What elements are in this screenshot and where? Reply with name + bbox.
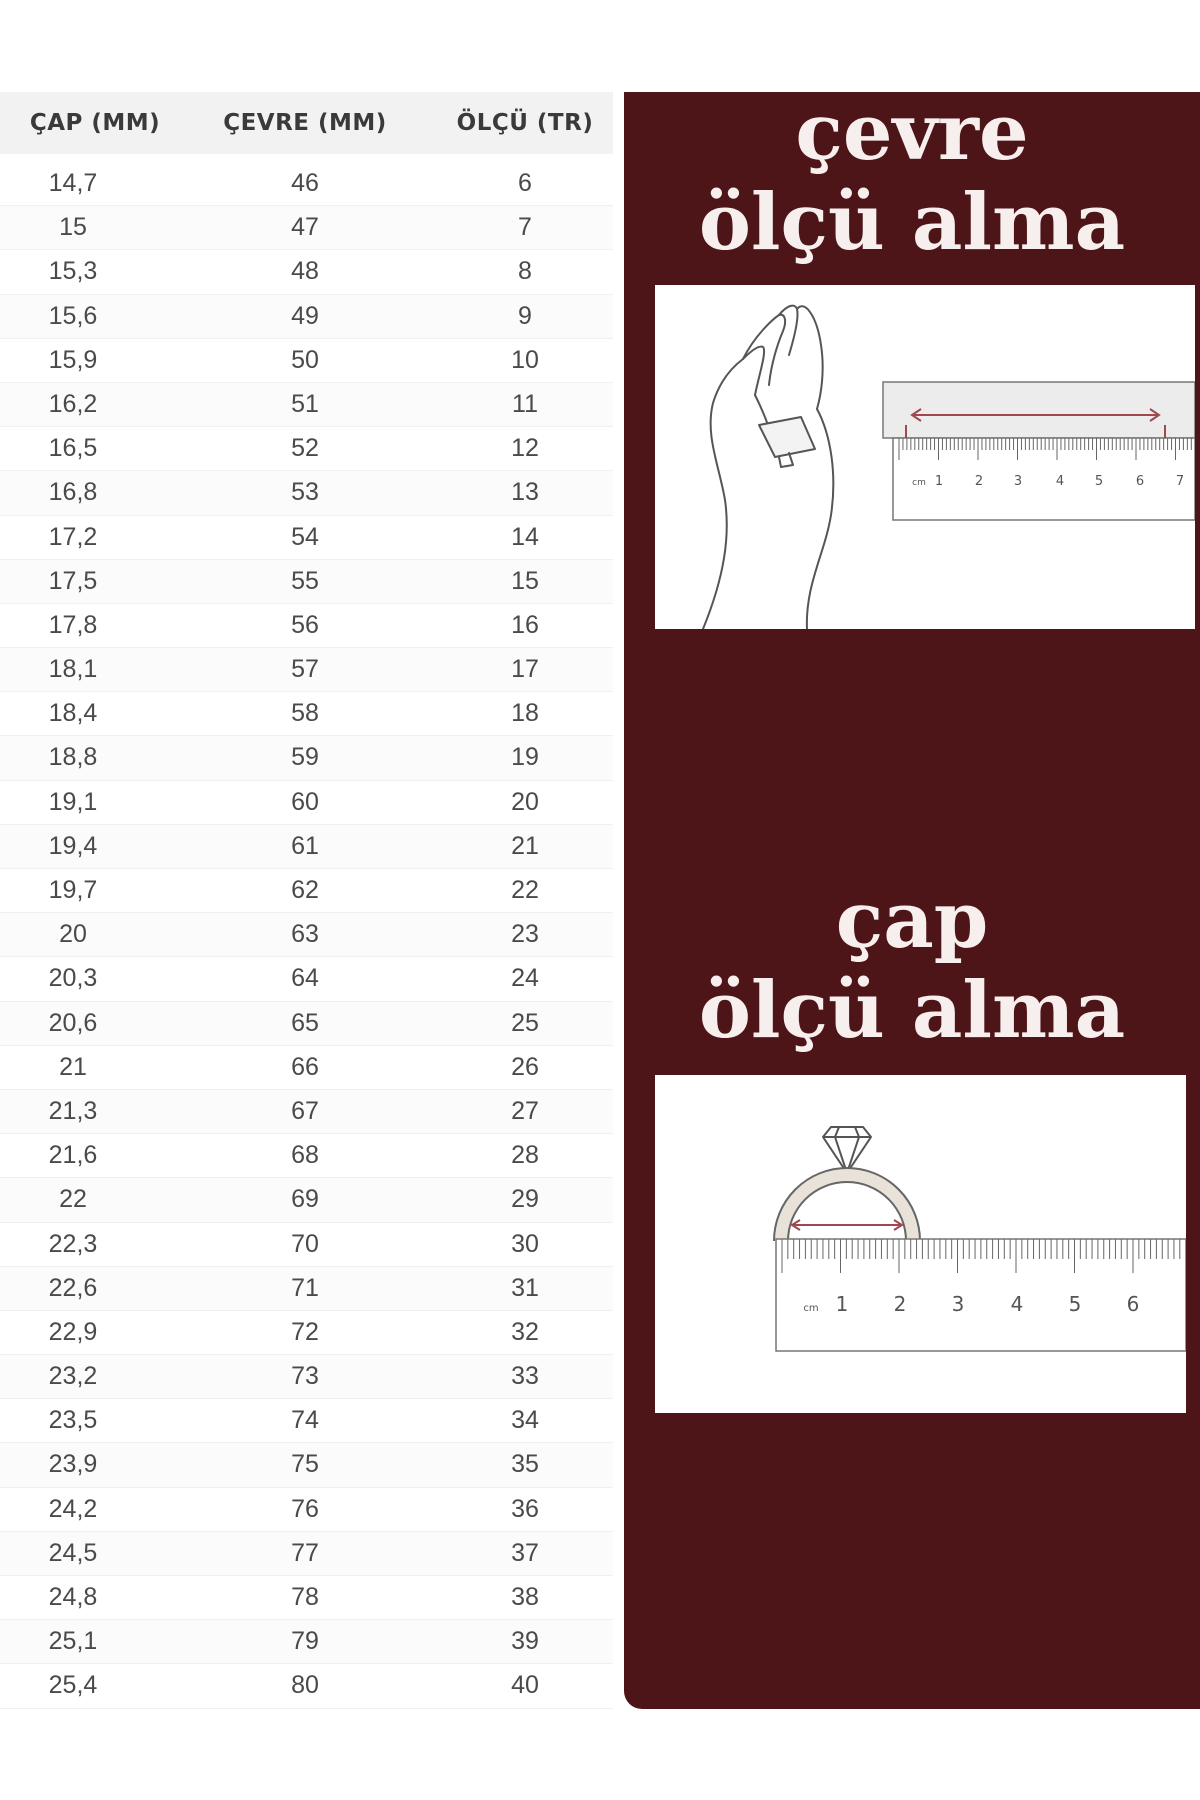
cell-diameter: 15,3: [48, 257, 98, 286]
cell-size: 8: [518, 257, 532, 286]
cell-circumference: 52: [291, 434, 319, 463]
cell-size: 17: [511, 655, 539, 684]
cell-size: 20: [511, 787, 539, 816]
cell-diameter: 24,5: [48, 1538, 98, 1567]
cell-diameter: 16,8: [48, 478, 98, 507]
cell-size: 31: [511, 1273, 539, 1302]
cell-diameter: 19,7: [48, 876, 98, 904]
cell-size: 23: [511, 920, 539, 949]
cell-diameter: 23,2: [48, 1362, 98, 1391]
table-row: [0, 471, 613, 515]
cell-size: 21: [511, 831, 539, 860]
table-row: [0, 250, 613, 294]
cell-circumference: 73: [291, 1362, 319, 1391]
cell-size: 10: [511, 345, 539, 374]
cell-circumference: 79: [291, 1627, 319, 1656]
cell-size: 35: [511, 1450, 539, 1479]
table-row: [0, 1223, 613, 1267]
cell-size: 14: [511, 522, 539, 551]
table-row: [0, 1090, 613, 1134]
table-row: [0, 162, 613, 206]
cell-diameter: 18,4: [48, 699, 98, 728]
cell-diameter: 21,3: [48, 1096, 98, 1125]
cell-diameter: 22,6: [48, 1273, 98, 1302]
diameter-heading-line1: çap: [835, 875, 989, 966]
cell-size: 18: [511, 699, 539, 728]
hand-measure-illustration: [655, 285, 1195, 629]
cell-circumference: 60: [291, 787, 319, 816]
cell-size: 36: [511, 1494, 539, 1523]
cell-circumference: 66: [291, 1052, 319, 1081]
cell-diameter: 24,8: [48, 1583, 98, 1611]
cell-circumference: 59: [291, 743, 319, 772]
table-row: [0, 1002, 613, 1046]
cell-size: 19: [511, 743, 539, 772]
table-row: [0, 957, 613, 1001]
ring-ruler-tick-1: 1: [835, 1292, 849, 1316]
cell-circumference: 61: [291, 831, 319, 860]
cell-circumference: 46: [291, 169, 319, 197]
table-row: [0, 1178, 613, 1222]
cell-diameter: 23,5: [48, 1406, 98, 1435]
table-row: [0, 560, 613, 604]
measuring-guide-panel: [624, 87, 1200, 1709]
cell-circumference: 74: [291, 1406, 319, 1435]
ring-ruler-tick-6: 6: [1126, 1292, 1140, 1316]
hand-ruler-tick-4: 4: [1055, 474, 1065, 489]
cell-size: 28: [511, 1141, 539, 1170]
cell-circumference: 68: [291, 1141, 319, 1170]
table-row: [0, 1311, 613, 1355]
circumference-heading: [624, 87, 1200, 268]
cell-circumference: 62: [291, 876, 319, 904]
header-diameter: ÇAP (MM): [29, 110, 161, 136]
diameter-heading: [624, 875, 1200, 1056]
cell-circumference: 49: [291, 301, 319, 330]
hand-ruler-tick-6: 6: [1135, 474, 1145, 489]
cell-size: 11: [512, 389, 538, 418]
hand-ruler-unit: cm: [912, 478, 926, 488]
cell-diameter: 20: [59, 920, 87, 949]
cell-size: 40: [511, 1671, 539, 1700]
ring-ruler-tick-2: 2: [893, 1292, 907, 1316]
cell-circumference: 64: [291, 964, 319, 993]
table-row: [0, 1443, 613, 1487]
cell-size: 27: [511, 1096, 539, 1125]
cell-circumference: 76: [291, 1494, 319, 1523]
table-row: [0, 1267, 613, 1311]
circumference-heading-line2: ölçü alma: [698, 177, 1126, 268]
ring-ruler-unit: cm: [803, 1303, 819, 1314]
cell-circumference: 70: [291, 1229, 319, 1258]
circumference-heading-line1: çevre: [795, 87, 1029, 178]
table-row: [0, 825, 613, 869]
ring-ruler-tick-4: 4: [1010, 1292, 1024, 1316]
ring-ruler-tick-5: 5: [1068, 1292, 1082, 1316]
hand-ruler-tick-7: 7: [1175, 474, 1185, 489]
cell-diameter: 19,1: [48, 787, 98, 816]
cell-size: 32: [511, 1317, 539, 1346]
cell-size: 29: [511, 1185, 539, 1214]
hand-ruler-tick-2: 2: [974, 474, 984, 489]
cell-circumference: 53: [291, 478, 319, 507]
table-row: [0, 1355, 613, 1399]
table-row: [0, 427, 613, 471]
table-row: [0, 692, 613, 736]
cell-size: 38: [511, 1583, 539, 1611]
cell-circumference: 75: [291, 1450, 319, 1479]
cell-diameter: 21: [59, 1052, 87, 1081]
table-row: [0, 383, 613, 427]
table-header: [0, 92, 613, 154]
table-row: [0, 1532, 613, 1576]
cell-diameter: 19,4: [48, 831, 98, 860]
header-circumference: ÇEVRE (MM): [223, 110, 387, 136]
header-size: ÖLÇÜ (TR): [456, 110, 594, 136]
cell-diameter: 18,1: [48, 655, 98, 684]
cell-circumference: 54: [291, 522, 319, 551]
table-row: [0, 1576, 613, 1620]
cell-size: 12: [511, 434, 539, 463]
hand-ruler-tick-1: 1: [934, 474, 944, 489]
cell-diameter: 22: [59, 1185, 87, 1214]
cell-diameter: 24,2: [48, 1494, 98, 1523]
cell-circumference: 50: [291, 345, 319, 374]
cell-circumference: 80: [291, 1671, 319, 1700]
cell-diameter: 25,1: [48, 1627, 98, 1656]
cell-size: 25: [511, 1008, 539, 1037]
cell-diameter: 20,6: [48, 1008, 98, 1037]
hand-ruler-tick-5: 5: [1094, 474, 1104, 489]
table-body: [0, 162, 613, 1709]
cell-diameter: 15,9: [48, 345, 98, 374]
table-row: [0, 516, 613, 560]
cell-size: 16: [511, 610, 539, 639]
cell-size: 39: [511, 1627, 539, 1656]
hand-ring-measure-icon: [655, 285, 1195, 629]
cell-size: 24: [511, 964, 539, 993]
table-row: [0, 736, 613, 780]
cell-circumference: 47: [291, 213, 319, 242]
cell-circumference: 72: [291, 1317, 319, 1346]
cell-size: 30: [511, 1229, 539, 1258]
cell-circumference: 55: [291, 566, 319, 595]
ring-size-table: [0, 92, 613, 1710]
cell-diameter: 14,7: [48, 169, 98, 197]
table-row: [0, 604, 613, 648]
table-row: [0, 781, 613, 825]
cell-diameter: 15: [59, 213, 87, 242]
cell-diameter: 18,8: [48, 743, 98, 772]
table-row: [0, 1620, 613, 1664]
table-row: [0, 1046, 613, 1090]
table-row: [0, 648, 613, 692]
ring-ruler-tick-3: 3: [951, 1292, 965, 1316]
cell-size: 13: [511, 478, 539, 507]
cell-size: 9: [518, 301, 532, 330]
cell-circumference: 63: [291, 920, 319, 949]
cell-size: 26: [511, 1052, 539, 1081]
cell-circumference: 78: [291, 1583, 319, 1611]
cell-circumference: 65: [291, 1008, 319, 1037]
cell-diameter: 21,6: [48, 1141, 98, 1170]
cell-diameter: 22,3: [48, 1229, 98, 1258]
cell-circumference: 69: [291, 1185, 319, 1214]
cell-diameter: 17,8: [48, 610, 98, 639]
table-row: [0, 1399, 613, 1443]
table-row: [0, 206, 613, 250]
table-row: [0, 339, 613, 383]
cell-size: 7: [518, 213, 532, 242]
cell-circumference: 71: [291, 1273, 319, 1302]
cell-diameter: 17,5: [48, 566, 98, 595]
cell-circumference: 67: [291, 1096, 319, 1125]
cell-circumference: 51: [291, 389, 319, 418]
table-row: [0, 1664, 613, 1708]
cell-diameter: 23,9: [48, 1450, 98, 1479]
cell-circumference: 58: [291, 699, 319, 728]
cell-circumference: 48: [291, 257, 319, 286]
cell-size: 33: [511, 1362, 539, 1391]
table-row: [0, 1488, 613, 1532]
table-row: [0, 295, 613, 339]
table-row: [0, 1134, 613, 1178]
cell-size: 22: [511, 876, 539, 904]
cell-diameter: 16,2: [48, 389, 98, 418]
cell-diameter: 25,4: [48, 1671, 98, 1700]
cell-size: 37: [511, 1538, 539, 1567]
cell-size: 34: [511, 1406, 539, 1435]
diamond-ring-icon: [655, 1075, 1186, 1413]
cell-diameter: 20,3: [48, 964, 98, 993]
cell-diameter: 16,5: [48, 434, 98, 463]
cell-size: 6: [518, 169, 532, 197]
hand-ruler-tick-3: 3: [1013, 474, 1023, 489]
cell-diameter: 22,9: [48, 1317, 98, 1346]
cell-size: 15: [511, 566, 539, 595]
ring-measure-illustration: [655, 1075, 1186, 1413]
cell-diameter: 17,2: [48, 522, 98, 551]
table-row: [0, 869, 613, 913]
cell-circumference: 56: [291, 610, 319, 639]
table-row: [0, 913, 613, 957]
cell-diameter: 15,6: [48, 301, 98, 330]
cell-circumference: 57: [291, 655, 319, 684]
cell-circumference: 77: [291, 1538, 319, 1567]
diameter-heading-line2: ölçü alma: [698, 965, 1126, 1056]
